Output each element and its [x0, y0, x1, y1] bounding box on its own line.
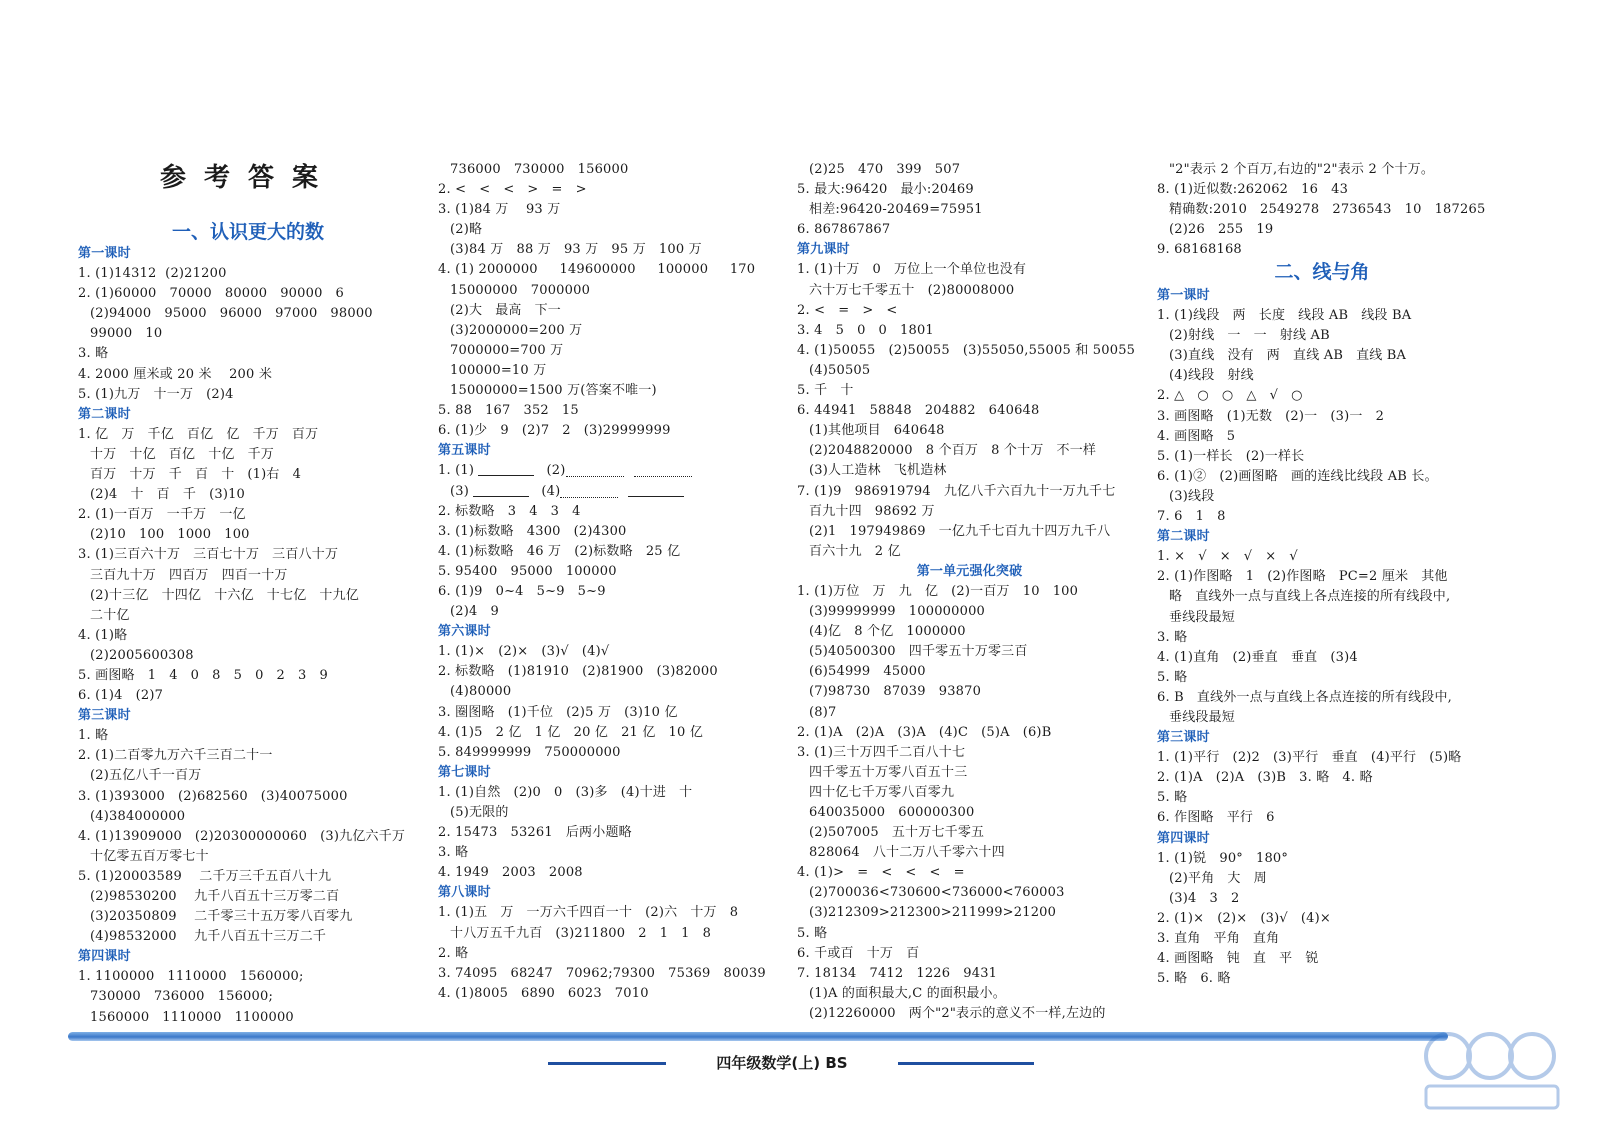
answer-line: 4. (1) 2000000 149600000 100000 170 — [438, 262, 756, 278]
lesson-heading: 第二课时 — [1157, 529, 1210, 545]
answer-line: 1. 亿 万 千亿 百亿 亿 千万 百万 — [78, 426, 319, 442]
answer-line: 1560000 1110000 1100000 — [90, 1009, 294, 1025]
page-title: 参考答案 — [159, 163, 336, 193]
answer-line: 百九十四 98692 万 — [809, 503, 935, 519]
lesson-heading: 第一课时 — [78, 246, 131, 261]
answer-line: 7000000=700 万 — [450, 342, 564, 358]
lesson-heading: 第八课时 — [438, 885, 491, 901]
answer-line: 2. (1)二百零九万六千三百二十一 — [78, 748, 273, 764]
line-drawing — [478, 463, 534, 476]
answer-line: 2. 标数略 3 4 3 4 — [438, 503, 581, 519]
answer-line: 5. (1)20003589 二千万三千五百八十九 — [78, 868, 332, 884]
answer-line: 3. (1)三十万四千二百八十七 — [797, 744, 966, 760]
answer-line: 5. (1)一样长 (2)一样长 — [1157, 448, 1305, 464]
answer-line-label: 1. (1) — [438, 463, 479, 479]
answer-line: 3. (1)84 万 93 万 — [438, 202, 561, 218]
answer-line: 3. 直角 平角 直角 — [1157, 931, 1280, 946]
answer-line: 1. (1)× (2)× (3)√ (4)√ — [438, 644, 610, 660]
watermark-logo — [1418, 1016, 1568, 1116]
answer-line: 5. 千 十 — [797, 383, 854, 399]
answer-line: 15000000=1500 万(答案不唯一) — [450, 383, 657, 399]
lesson-heading: 第四课时 — [78, 949, 131, 965]
column-3-body — [797, 160, 1142, 1024]
answer-line: 相差:96420-20469=75951 — [809, 202, 983, 218]
chapter-1-heading: 一、认识更大的数 — [171, 221, 324, 243]
answer-line: (3)人工造林 飞机造林 — [809, 463, 947, 479]
answer-line: 六十万七千零五十 (2)80008000 — [809, 282, 1015, 298]
answer-line: 2. (1)作图略 1 (2)作图略 PC=2 厘米 其他 — [1157, 569, 1448, 585]
lesson-heading: 第六课时 — [438, 624, 491, 640]
answer-line: 百万 十万 千 百 十 (1)右 4 — [90, 467, 302, 483]
answer-line: 5. 略 — [1157, 669, 1188, 685]
unit-review-heading: 第一单元强化突破 — [916, 563, 1023, 579]
answer-line: 十万 十亿 百亿 十亿 千万 — [90, 446, 274, 462]
answer-line: (1)其他项目 640648 — [809, 423, 945, 439]
answer-line: 3. 略 — [1157, 629, 1188, 645]
answer-line: 2. < = > < — [797, 302, 898, 318]
answer-line: 3. 画图略 (1)无数 (2)一 (3)一 2 — [1157, 408, 1385, 424]
answer-line: 6. B 直线外一点与直线上各点连接的所有线段中, — [1157, 689, 1453, 705]
answer-line: (2)十三亿 十四亿 十六亿 十七亿 十九亿 — [90, 587, 360, 603]
answer-line: 4. 画图略 钝 直 平 锐 — [1157, 951, 1319, 967]
answer-line: 十八万五千九百 (3)211800 2 1 1 8 — [450, 925, 712, 941]
answer-line: (3)99999999 100000000 — [809, 604, 986, 620]
answer-line: 4. (1)直角 (2)垂直 垂直 (3)4 — [1157, 649, 1358, 665]
answer-line: 6. (1)少 9 (2)7 2 (3)29999999 — [438, 423, 671, 439]
answer-line: (4)亿 8 个亿 1000000 — [809, 624, 966, 640]
answer-line: (2)大 最高 下一 — [450, 302, 562, 318]
answer-line: 3. 74095 68247 70962;79300 75369 80039 — [438, 965, 766, 981]
answer-line: (7)98730 87039 93870 — [809, 684, 982, 700]
answer-line: (2)2005600308 — [90, 647, 194, 663]
answer-line: (1)A 的面积最大,C 的面积最小。 — [809, 985, 1006, 1001]
column-3 — [797, 160, 1142, 1024]
answer-line: 1. (1)五 万 一万六千四百一十 (2)六 十万 8 — [438, 905, 739, 921]
answer-line: (2)1 197949869 一亿九千七百九十四万九千八 — [809, 523, 1111, 539]
answer-line: 5. (1)九万 十一万 (2)4 — [78, 386, 234, 402]
answer-line: (2)五亿八千一百万 — [90, 768, 202, 784]
answer-line: 2. (1)A (2)A (3)A (4)C (5)A (6)B — [797, 724, 1052, 740]
answer-line: 百六十九 2 亿 — [809, 543, 901, 559]
answer-line: (3)4 3 2 — [1169, 890, 1240, 906]
answer-line: 828064 八十二万八千零六十四 — [809, 845, 1005, 861]
answer-line: 1. 略 — [78, 728, 109, 744]
answer-line: 1. (1)14312 (2)21200 — [78, 266, 227, 282]
answer-line: 99000 10 — [90, 326, 163, 342]
column-2-body — [438, 160, 783, 1004]
answer-line: (5)40500300 四千零五十万零三百 — [809, 644, 1028, 660]
answer-line: 6. 44941 58848 204882 640648 — [797, 403, 1040, 419]
answer-line: 6. (1)② (2)画图略 画的连线比线段 AB 长。 — [1157, 468, 1438, 484]
answer-line: (2)98530200 九千八百五十三万零二百 — [90, 889, 340, 904]
column-4-top — [1157, 160, 1485, 260]
answer-line: 5. 最大:96420 最小:20469 — [797, 182, 974, 198]
answer-line: 2. (1)A (2)A (3)B 3. 略 4. 略 — [1157, 770, 1373, 786]
answer-line: 1. × √ × √ × √ — [1157, 549, 1298, 565]
answer-line: 垂线段最短 — [1169, 609, 1236, 625]
lesson-heading: 第一课时 — [1157, 288, 1210, 303]
answer-line: 3. 略 — [78, 346, 109, 362]
answer-line: 4. (1)13909000 (2)20300000060 (3)九亿六千万 — [78, 828, 406, 844]
answer-line: (3)212309>212300>211999>21200 — [809, 905, 1057, 921]
answer-line: 7. 6 1 8 — [1157, 509, 1226, 525]
answer-line: 3. 圈图略 (1)千位 (2)5 万 (3)10 亿 — [438, 704, 678, 720]
answer-line: 四十亿七千万零八百零九 — [809, 784, 955, 800]
answer-line: (2)平角 大 周 — [1169, 870, 1267, 886]
answer-line: 3. (1)393000 (2)682560 (3)40075000 — [78, 788, 348, 804]
answer-line: (2)略 — [450, 222, 483, 238]
answer-line: 5. 画图略 1 4 0 8 5 0 2 3 9 — [78, 667, 328, 683]
answer-line: 1. (1)线段 两 长度 线段 AB 线段 BA — [1157, 308, 1412, 324]
answer-line: 6. (1)4 (2)7 — [78, 688, 164, 704]
answer-line: (4)384000000 — [90, 808, 186, 824]
answer-line: 5. 略 6. 略 — [1157, 971, 1231, 987]
answer-line: 5. 略 — [1157, 790, 1188, 806]
answer-line: (2)507005 五十万七千零五 — [809, 825, 985, 841]
answer-line: 8. (1)近似数:262062 16 43 — [1157, 182, 1349, 198]
answer-line: (5)无限的 — [450, 805, 509, 820]
answer-line: 1. (1)自然 (2)0 0 (3)多 (4)十进 十 — [438, 784, 693, 800]
answer-line: 1. (1)十万 0 万位上一个单位也没有 — [797, 262, 1027, 278]
answer-line: 1. (1)万位 万 九 亿 (2)一百万 10 100 — [797, 583, 1079, 599]
answer-line: 4. 1949 2003 2008 — [438, 865, 583, 881]
answer-line: 2. 标数略 (1)81910 (2)81900 (3)82000 — [438, 664, 718, 680]
answer-line-label: (2) — [546, 463, 566, 479]
lesson-heading: 第七课时 — [438, 764, 491, 780]
answer-line: 5. 849999999 750000000 — [438, 744, 621, 760]
answer-line: (3)84 万 88 万 93 万 95 万 100 万 — [450, 242, 702, 258]
answer-line: 2. 略 — [438, 945, 469, 961]
answer-line: 4. (1)8005 6890 6023 7010 — [438, 985, 649, 1001]
answer-line: 2. 15473 53261 后两小题略 — [438, 825, 632, 841]
answer-line: (2)4 十 百 千 (3)10 — [90, 487, 246, 503]
answer-line: (3)直线 没有 两 直线 AB 直线 BA — [1169, 348, 1407, 364]
answer-line: (2)4 9 — [450, 604, 499, 620]
line-drawing — [634, 464, 692, 477]
answer-line: 四千零五十万零八百五十三 — [809, 764, 968, 780]
answer-line: 6. 千或百 十万 百 — [797, 945, 920, 961]
answer-line: (2)10 100 1000 100 — [90, 527, 250, 543]
wavy-line-drawing — [566, 464, 624, 477]
answer-line: 100000=10 万 — [450, 362, 547, 378]
column-1-body — [78, 244, 405, 1028]
line-drawing — [628, 484, 684, 497]
answer-line: (8)7 — [809, 704, 837, 720]
answer-line: (2)94000 95000 96000 97000 98000 — [90, 306, 373, 322]
answer-line: 3. 4 5 0 0 1801 — [797, 322, 934, 338]
answer-line: (3)20350809 二千零三十五万零八百零九 — [90, 909, 353, 925]
answer-line: 4. 2000 厘米或 20 米 200 米 — [78, 366, 273, 382]
line-drawing — [473, 484, 529, 497]
answer-line: (4)50505 — [809, 362, 871, 378]
footer-band — [68, 1032, 1448, 1041]
answer-line: 3. (1)三百六十万 三百七十万 三百八十万 — [78, 547, 339, 563]
answer-line: 二十亿 — [90, 607, 130, 623]
chapter-2-heading: 二、线与角 — [1274, 261, 1370, 283]
answer-line: (4)80000 — [450, 684, 512, 700]
answer-line-label: (3) — [450, 483, 474, 499]
answer-line: 5. 略 — [797, 925, 828, 941]
column-4-body — [1157, 286, 1461, 989]
answer-line: (2)25 470 399 507 — [809, 162, 961, 177]
answer-line: 6. 作图略 平行 6 — [1157, 810, 1275, 826]
answer-line: 3. 略 — [438, 845, 469, 861]
answer-line: 1. 1100000 1110000 1560000; — [78, 969, 304, 985]
answer-line: 4. (1)5 2 亿 1 亿 20 亿 21 亿 10 亿 — [438, 724, 704, 740]
answer-line: 5. 88 167 352 15 — [438, 403, 579, 419]
answer-line: 6. (1)9 0~4 5~9 5~9 — [438, 583, 606, 599]
answer-line: (3)线段 — [1169, 488, 1215, 504]
answer-line: 1. (1)平行 (2)2 (3)平行 垂直 (4)平行 (5)略 — [1157, 750, 1462, 766]
answer-line: 7. 18134 7412 1226 9431 — [797, 965, 998, 981]
answer-line: 2. (1)60000 70000 80000 90000 6 — [78, 286, 345, 302]
lesson-heading: 第五课时 — [438, 443, 491, 459]
lesson-heading: 第三课时 — [78, 708, 131, 724]
lesson-heading: 第三课时 — [1157, 730, 1210, 746]
answer-line: 736000 730000 156000 — [450, 162, 629, 177]
answer-line: 2. < < < > = > — [438, 182, 587, 198]
answer-line — [438, 461, 783, 481]
answer-line: 6. 867867867 — [797, 222, 891, 238]
answer-line: 十亿零五百万零七十 — [90, 848, 209, 864]
answer-line: 三百九十万 四百万 四百一十万 — [90, 567, 288, 583]
answer-line: 1. (1)锐 90° 180° — [1157, 850, 1289, 866]
answer-line: (2)2048820000 8 个百万 8 个十万 不一样 — [809, 443, 1097, 459]
wavy-line-drawing — [560, 485, 618, 498]
answer-line: (3)2000000=200 万 — [450, 322, 583, 338]
answer-line: 4. (1)略 — [78, 627, 128, 643]
answer-line: (4)98532000 九千八百五十三万二千 — [90, 929, 327, 945]
footer-rule-right — [898, 1062, 1034, 1065]
answer-line: (2)12260000 两个"2"表示的意义不一样,左边的 — [809, 1005, 1106, 1021]
answer-line: (2)700036<730600<736000<760003 — [809, 885, 1065, 901]
answer-line: 2. (1)一百万 一千万 一亿 — [78, 507, 246, 523]
answer-line — [438, 482, 783, 502]
lesson-heading: 第九课时 — [797, 242, 850, 258]
answer-line: 4. (1)标数略 46 万 (2)标数略 25 亿 — [438, 543, 681, 559]
answer-line: 4. (1)> = < < < = — [797, 865, 965, 881]
answer-line: 640035000 600000300 — [809, 805, 975, 820]
answer-line: "2"表示 2 个百万,右边的"2"表示 2 个十万。 — [1169, 162, 1435, 177]
answer-line: (4)线段 射线 — [1169, 368, 1254, 384]
answer-line: 3. (1)标数略 4300 (2)4300 — [438, 523, 627, 539]
answer-line: 2. (1)× (2)× (3)√ (4)× — [1157, 910, 1331, 926]
answer-line: 15000000 7000000 — [450, 282, 591, 298]
answer-line: 精确数:2010 2549278 2736543 10 187265 — [1169, 202, 1486, 218]
answer-line: (2)射线 一 一 射线 AB — [1169, 328, 1330, 344]
column-2 — [438, 160, 783, 1004]
answer-line: 垂线段最短 — [1169, 709, 1236, 725]
answer-line: 7. (1)9 986919794 九亿八千六百九十一万九千七 — [797, 483, 1116, 499]
answer-line: 4. 画图略 5 — [1157, 428, 1236, 444]
footer-rule-left — [548, 1062, 666, 1065]
answer-line: (6)54999 45000 — [809, 664, 926, 680]
answer-line-label: (4) — [541, 483, 561, 499]
lesson-heading: 第二课时 — [78, 406, 131, 422]
answer-line: 略 直线外一点与直线上各点连接的所有线段中, — [1169, 589, 1451, 605]
answer-line: 9. 68168168 — [1157, 242, 1242, 258]
answer-line: (2)26 255 19 — [1169, 222, 1274, 238]
answer-line: 730000 736000 156000; — [90, 989, 274, 1005]
answer-line: 4. (1)50055 (2)50055 (3)55050,55005 和 50055 — [797, 342, 1136, 358]
lesson-heading: 第四课时 — [1157, 830, 1210, 846]
answer-line: 2. △ ○ ○ △ √ ○ — [1157, 388, 1303, 404]
answer-line: 5. 95400 95000 100000 — [438, 563, 617, 579]
footer-label: 四年级数学(上) BS — [716, 1054, 848, 1072]
